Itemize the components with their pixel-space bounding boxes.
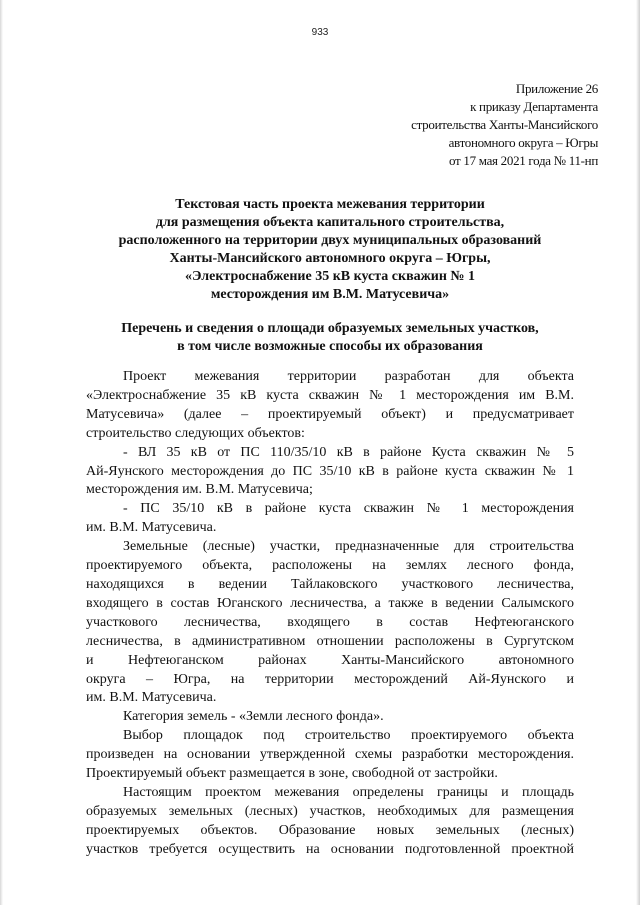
- title-line: Ханты-Мансийского автономного округа – Югры,: [169, 251, 491, 266]
- body-line: лесничества, в административном отношении расположены в Сургутском: [86, 633, 574, 649]
- title-line: Текстовая часть проекта межевания территории: [175, 197, 485, 212]
- body-line: «Электроснабжение 35 кВ куста скважин № 1 месторождения им В.М.: [86, 387, 574, 403]
- body-line: - ВЛ 35 кВ от ПС 110/35/10 кВ в районе Куста скважин № 5: [123, 444, 574, 460]
- body-line: Выбор площадок под строительство проектируемого объекта: [123, 728, 574, 744]
- heading-line: Перечень и сведения о площади образуемых земельных участков,: [121, 321, 539, 336]
- body-line: Земельные (лесные) участки, предназначенные для строительства: [123, 539, 574, 555]
- body-line: округа – Югра, на территории месторождений Ай-Яунского и: [86, 671, 574, 687]
- body-line: проектируемых объектов. Образование новых земельных (лесных): [86, 822, 574, 838]
- body-line: им. В.М. Матусевича.: [86, 690, 217, 706]
- title-line: месторождения им В.М. Матусевича»: [210, 287, 450, 302]
- body-line: Проектируемый объект размещается в зоне, свободной от застройки.: [86, 766, 498, 782]
- body-line: участкового лесничества, входящего в состав Нефтеюганского: [86, 614, 574, 630]
- body-line: и Нефтеюганском районах Ханты-Мансийского автономного: [86, 652, 574, 668]
- appendix-line: к приказу Департамента: [470, 99, 598, 114]
- body-text: [86, 368, 574, 860]
- body-line: Настоящим проектом межевания определены границы и площадь: [123, 784, 574, 800]
- page-number: 933: [311, 27, 329, 38]
- scan-edge-left: [0, 0, 3, 905]
- appendix-reference-block: [411, 80, 598, 170]
- document-title: [60, 196, 600, 304]
- appendix-line: строительства Ханты-Мансийского: [411, 117, 598, 132]
- body-line: Категория земель - «Земли лесного фонда».: [123, 709, 384, 725]
- appendix-line: автономного округа – Югры: [448, 135, 598, 150]
- section-heading: [60, 320, 600, 356]
- appendix-line: Приложение 26: [515, 81, 598, 96]
- body-line: строительство следующих объектов:: [86, 425, 305, 441]
- body-line: Матусевича» (далее – проектируемый объект) и предусматривает: [86, 406, 574, 422]
- scan-edge-right: [636, 0, 640, 905]
- appendix-line: от 17 мая 2021 года № 11-нп: [449, 153, 598, 168]
- body-line: Ай-Яунского месторождения до ПС 35/10 кВ в районе куста скважин № 1: [86, 463, 574, 479]
- body-line: произведен на основании утвержденной схемы разработки месторождения.: [86, 747, 574, 763]
- title-line: расположенного на территории двух муниципальных образований: [118, 233, 542, 248]
- body-line: Проект межевания территории разработан для объекта: [123, 369, 574, 384]
- body-line: образуемых земельных (лесных) участков, необходимых для размещения: [86, 803, 574, 819]
- body-line: входящего в состав Юганского лесничества, а также в ведении Салымского: [86, 595, 574, 611]
- body-line: находящихся в ведении Тайлаковского участкового лесничества,: [86, 576, 574, 592]
- body-line: месторождения им. В.М. Матусевича;: [86, 482, 313, 498]
- body-line: проектируемого объекта, расположены на землях лесного фонда,: [86, 558, 574, 574]
- heading-line: в том числе возможные способы их образования: [177, 339, 483, 354]
- title-line: для размещения объекта капитального строительства,: [155, 215, 505, 230]
- body-line: участков требуется осуществить на основании подготовленной проектной: [86, 841, 574, 857]
- title-line: «Электроснабжение 35 кВ куста скважин № 1: [184, 269, 476, 284]
- body-line: им. В.М. Матусевича.: [86, 520, 217, 536]
- body-line: - ПС 35/10 кВ в районе куста скважин № 1 месторождения: [123, 501, 574, 517]
